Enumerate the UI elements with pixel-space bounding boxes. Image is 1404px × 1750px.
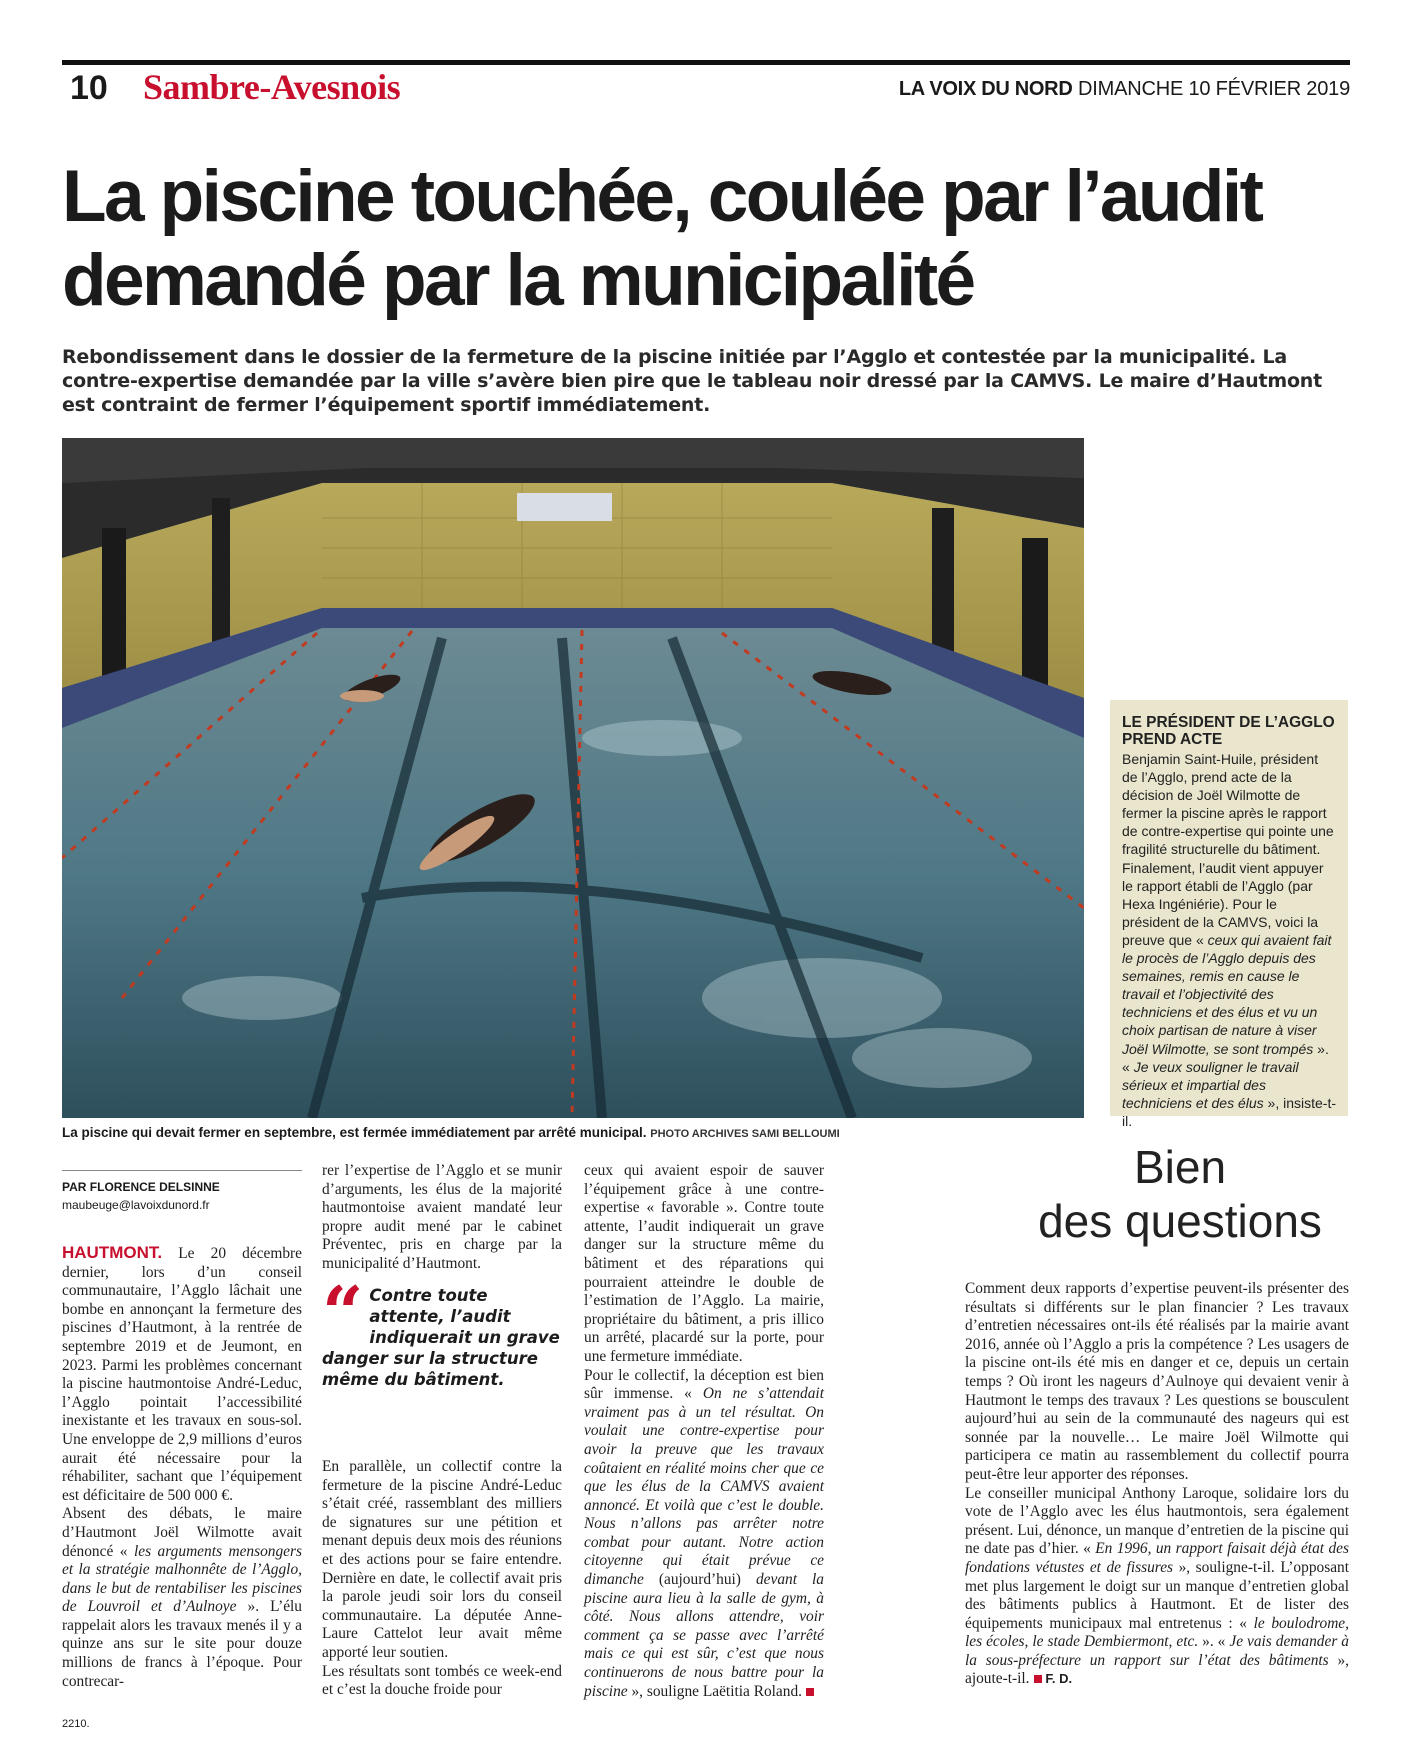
sidebar-text-a: Benjamin Saint-Huile, président de l’Agglo, prend acte de la décision de Joël Wilmotte de fermer la piscine après le rapport de contre-expertise qui pointe une fragilité structurelle du bâtiment. Finalement, l’audit vient appuyer le rapport établi de l’Agglo (par Hexa Ingéniérie). Pour le président de la CAMVS, voici la preuve que « xyxy=(1122,751,1334,948)
signature: F. D. xyxy=(1045,1671,1073,1687)
page-number: 10 xyxy=(70,69,108,107)
headline-line-1: La piscine touchée, coulée par l’audit xyxy=(62,156,1262,237)
article-column-2-top xyxy=(322,1162,562,1274)
col2-bottom-p2: Les résultats sont tombés ce week-end et c’est la douche froide pour xyxy=(322,1662,562,1699)
headline-line-2: demandé par la municipalité xyxy=(62,240,974,321)
section-title: Sambre-Avesnois xyxy=(143,67,401,107)
sidebar-text-b: ». « xyxy=(1122,1040,1329,1075)
second-article-title xyxy=(1010,1140,1350,1248)
author-name: PAR FLORENCE DELSINNE xyxy=(62,1180,220,1194)
subhead-line-1: Bien xyxy=(1133,1141,1227,1193)
issue-date: DIMANCHE 10 FÉVRIER 2019 xyxy=(1078,78,1350,100)
subhead-line-2: des questions xyxy=(1038,1195,1322,1247)
end-mark-icon xyxy=(1034,1675,1042,1683)
quote-mark-icon: “ xyxy=(322,1270,364,1355)
article-lead: Rebondissement dans le dossier de la fermeture de la piscine initiée par l’Agglo et contestée par la municipalité. La contre-expertise demandée par la ville s’avère bien pire que le tableau noir dressé par la CAMVS. Le maire d’Hautmont est contraint de fermer l’équipement sportif immédiatement. xyxy=(62,346,1323,416)
second-article-quote-1: En 1996, un rapport faisait déjà état des fondations vétustes et de fissures xyxy=(965,1540,1349,1576)
article-column-1 xyxy=(62,1244,302,1691)
col3-p1: ceux qui avaient espoir de sauver l’équipement grâce à une contre-expertise « favorable ». Contre toute attente, l’audit indiquerait un grave danger sur la structure même du bâtiment et des réparations qui pourraient atteindre le double de l’estimation de l’Agglo. La mairie, propriétaire du bâtiment, a pris illico un arrêté, placardé sur la porte, pour une fermeture immédiate. xyxy=(584,1162,824,1365)
col1-p2-b: ». L’élu rappelait alors les travaux menés il y a quinze ans sur le site pour douze millions de francs à l’époque. Pour contrecar- xyxy=(62,1598,302,1690)
sidebar-box xyxy=(1110,700,1348,1129)
col3-p2-a: Pour le collectif, la déception est bien sûr immense. « xyxy=(584,1366,824,1403)
col1-text: Le 20 décembre dernier, lors d’un conseil communautaire, l’Agglo lâchait une bombe en annonçant la fermeture des piscines d’Hautmont, à la rentrée de septembre 2019 et de Jeumont, en 2023. Parmi les problèmes concernant la piscine hautmontoise André-Leduc, l’Agglo pointait l’accessibilité inexistante et les travaux en sous-sol. Une enveloppe de 2,9 millions d’euros aurait été nécessaire pour la réhabiliter, sachant que l’équipement est déficitaire de 500 000 €. xyxy=(62,1245,302,1504)
photo-credit: PHOTO ARCHIVES SAMI BELLOUMI xyxy=(650,1128,840,1140)
pull-quote xyxy=(322,1270,562,1390)
col3-p2-c: », souligne Laëtitia Roland. xyxy=(627,1682,803,1700)
sidebar-text-c: », insiste-t-il. xyxy=(1122,1094,1336,1129)
photo-caption xyxy=(62,1124,1142,1143)
article-column-3 xyxy=(584,1162,824,1701)
col2-top-text: rer l’expertise de l’Agglo et se munir d’arguments, les élus de la majorité hautmontoise avaient mandaté leur propre audit mené par le cabinet Préventec, pris en charge par la municipalité d’Hautmont. xyxy=(322,1162,562,1272)
dateline: HAUTMONT. xyxy=(62,1243,163,1262)
sidebar-quote-2: Je veux souligner le travail sérieux et impartial des techniciens et des élus xyxy=(1122,1058,1299,1111)
col2-bottom-p1: En parallèle, un collectif contre la fermeture de la piscine André-Leduc s’était créé, rassemblant des milliers de signatures sur une pétition et menant depuis deux mois des réunions et des actions pour se faire entendre. Dernière en date, le collectif avait pris la parole jeudi soir lors du conseil communautaire. La députée Anne-Laure Cattelot leur avait même apporté leur soutien. xyxy=(322,1458,562,1661)
second-article-p2-b: », souligne-t-il. L’opposant met plus largement le doigt sur un manque d’entretien global des bâtiments publics à Hautmont. Et de lister des équipements municipaux mal entretenus : « xyxy=(965,1558,1349,1632)
second-article-quote-2: le boulodrome, les écoles, le stade Dembiermont, etc. xyxy=(965,1614,1349,1651)
masthead xyxy=(899,76,1350,102)
pool-illustration xyxy=(62,438,1084,1118)
headline xyxy=(62,155,1352,323)
pool-photo xyxy=(62,438,1084,1118)
sidebar-text xyxy=(1122,750,1336,1130)
second-article-body xyxy=(965,1280,1349,1689)
end-mark-icon xyxy=(806,1688,814,1696)
second-article-p1: Comment deux rapports d’expertise peuvent-ils présenter des résultats si différents sur le plan financier ? Les travaux d’entretien nécessaires ont-ils été réalisés par la mairie avant 2016, année où l’Agglo a pris la compétence ? Les usagers de la piscine ont-ils été mis en danger et ce, depuis un certain temps ? Où iront les nageurs d’Aulnoye qui devaient venir à Hautmont le temps des travaux ? Les questions se bousculent aujourd’hui au sein de la communauté des nageurs qui est sonnée par la nouvelle… Le maire Joël Wilmotte qui participera ce matin au rassemblement du collectif pourra peut-être leur apporter des réponses. xyxy=(965,1280,1349,1483)
byline-rule xyxy=(62,1170,302,1171)
second-article-p2-c: ». « xyxy=(1198,1633,1230,1651)
newspaper-name: LA VOIX DU NORD xyxy=(898,78,1073,100)
caption-text: La piscine qui devait fermer en septembre, est fermée immédiatement par arrêté municipal. xyxy=(62,1125,647,1140)
footer-code: 2210. xyxy=(62,1718,90,1730)
col3-p2-b: (aujourd’hui) xyxy=(643,1571,756,1589)
sidebar-title: LE PRÉSIDENT DE L’AGGLO PREND ACTE xyxy=(1122,714,1335,748)
byline xyxy=(62,1178,302,1214)
col3-quote-2: devant la piscine aura lieu à la salle de gym, à côté. Nous allons attendre, voir comment ça se passe avec l’arrêté mais ce qui est sûr, c’est que nous continuerons de nous battre pour la piscine xyxy=(584,1571,824,1700)
author-email[interactable]: maubeuge@lavoixdunord.fr xyxy=(62,1198,210,1212)
second-article-p2-a: Le conseiller municipal Anthony Laroque, solidaire lors du vote de l’Agglo avec les élus hautmontois, sera également présent. Lui, dénonce, un manque d’entretien de la piscine qui ne date pas d’hier. « xyxy=(965,1484,1349,1558)
second-article-p2-d: », ajoute-t-il. xyxy=(965,1651,1349,1688)
article-column-2-bottom xyxy=(322,1458,562,1700)
pull-quote-text: Contre toute attente, l’audit indiquerait un grave danger sur la structure même du bâtiment. xyxy=(322,1286,560,1389)
col1-p2-a: Absent des débats, le maire d’Hautmont Joël Wilmotte avait dénoncé « xyxy=(62,1505,302,1560)
col3-quote-1: On ne s’attendait vraiment pas à un tel résultat. On voulait une contre-expertise pour avoir la preuve que les travaux coûtaient en réalité moins cher que ce que les élus de la CAMVS avaient annoncé. Et voilà que c’est le double. Nous n’allons pas arrêter notre combat pour autant. Notre action citoyenne qui était prévue ce dimanche xyxy=(584,1385,824,1589)
sidebar-quote-1: ceux qui avaient fait le procès de l’Agglo depuis des semaines, remis en cause le travail et l’objectivité des techniciens et des élus et vu un choix partisan de nature à viser Joël Wilmotte, se sont trompés xyxy=(1122,931,1332,1057)
second-article-quote-3: Je vais demander à la sous-préfecture un rapport sur l’état des bâtiments xyxy=(965,1633,1349,1669)
col1-quote: les arguments mensongers et la stratégie malhonnête de l’Agglo, dans le but de rentabiliser les piscines de Louvroil et d’Aulnoye xyxy=(62,1542,302,1616)
